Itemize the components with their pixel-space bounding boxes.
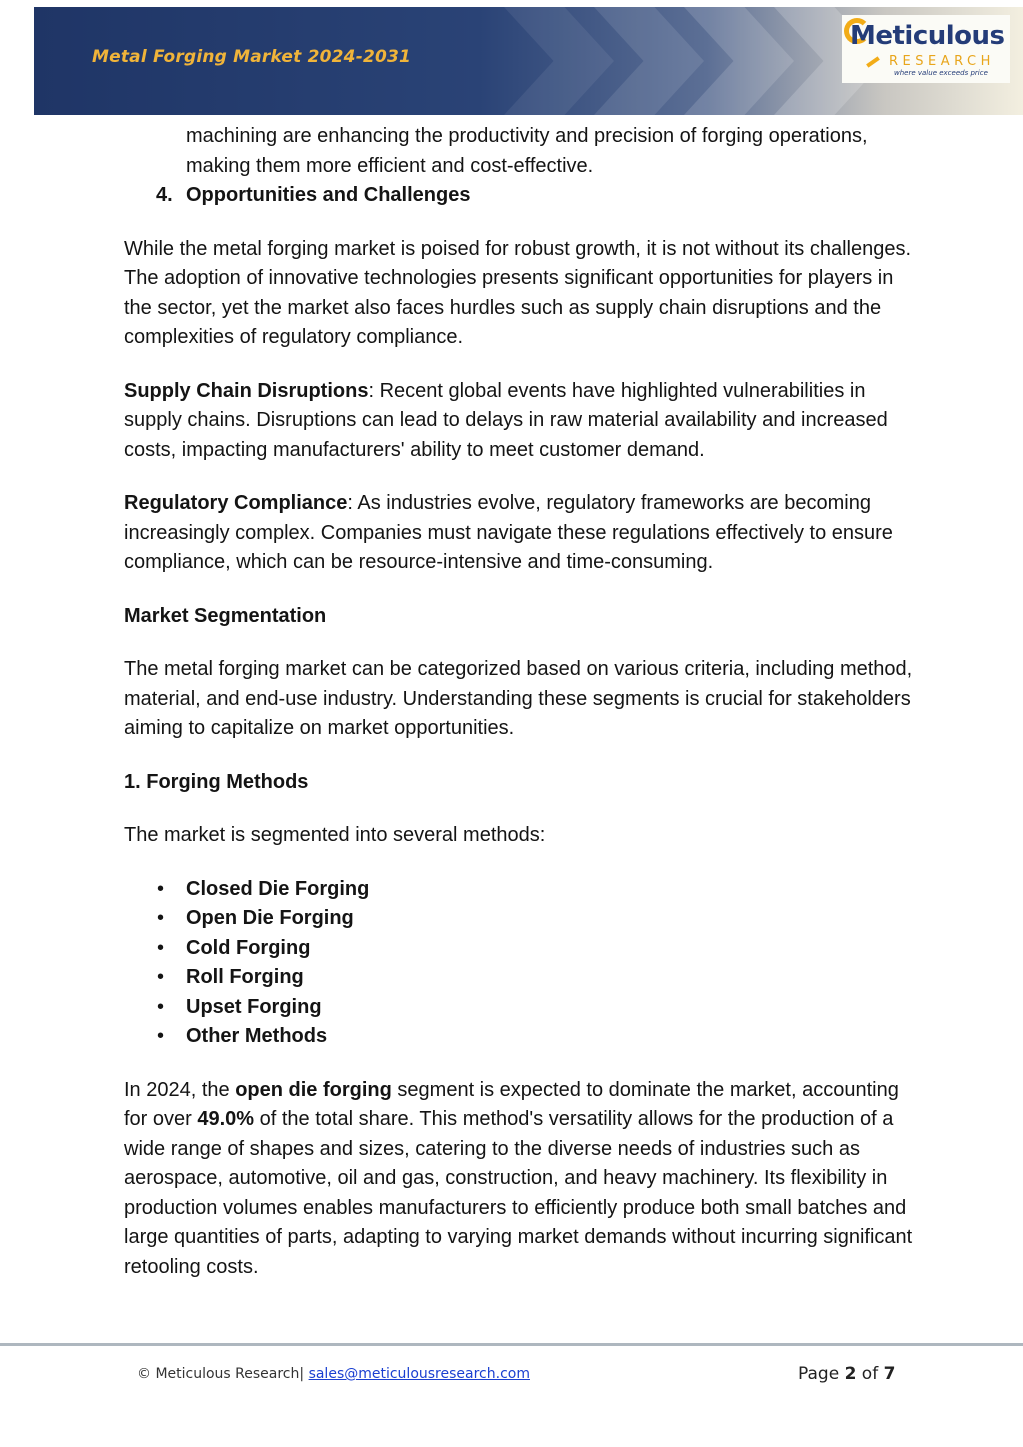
method-label: Other Methods xyxy=(186,1025,328,1047)
page-number xyxy=(798,1364,895,1384)
segmentation-heading: Market Segmentation xyxy=(124,604,327,627)
list-item xyxy=(124,934,914,964)
section-heading xyxy=(156,181,914,211)
list-item xyxy=(124,993,914,1023)
dominance-text-2: segment is expected to dominate the market, accounting for over xyxy=(124,1078,899,1130)
bullet-icon: • xyxy=(157,936,165,959)
methods-heading: 1. Forging Methods xyxy=(124,770,309,793)
methods-intro: The market is segmented into several methods: xyxy=(124,824,546,846)
copyright-text: © Meticulous Research| xyxy=(137,1366,309,1382)
method-label: Cold Forging xyxy=(186,936,311,959)
list-item xyxy=(124,875,914,905)
section-number: 4. xyxy=(156,184,173,206)
method-label: Upset Forging xyxy=(186,995,322,1018)
bullet-icon: • xyxy=(157,877,165,900)
section-title: Opportunities and Challenges xyxy=(186,184,471,206)
banner-chevron-decoration xyxy=(504,7,614,115)
logo-subtitle: RESEARCH xyxy=(889,54,995,69)
dominance-segment: open die forging xyxy=(235,1078,392,1101)
regulatory-text: : As industries evolve, regulatory frameworks are becoming increasingly complex. Companies must navigate these regulations effectively to ensure compliance, which can be resource-intensive and time-consuming. xyxy=(124,492,893,573)
bullet-icon: • xyxy=(157,966,165,988)
regulatory-paragraph xyxy=(124,489,914,578)
list-item xyxy=(124,963,914,993)
page-current: 2 xyxy=(844,1364,857,1384)
bullet-icon: • xyxy=(157,995,165,1018)
segmentation-paragraph: The metal forging market can be categorized based on various criteria, including method, material, and end-use industry. Understanding these segments is crucial for stakeholders aiming to capitalize on market opportunities. xyxy=(124,658,913,739)
challenges-paragraph: While the metal forging market is poised for robust growth, it is not without its challenges. The adoption of innovative technologies presents significant opportunities for players in the sector, yet the market also faces hurdles such as supply chain disruptions and the complexities of regulatory compliance. xyxy=(124,237,912,348)
dominance-paragraph xyxy=(124,1076,914,1283)
bullet-icon: • xyxy=(157,907,165,929)
method-label: Closed Die Forging xyxy=(186,877,370,900)
supply-chain-term: Supply Chain Disruptions xyxy=(124,379,369,402)
method-label: Roll Forging xyxy=(186,966,304,988)
page-total: 7 xyxy=(883,1364,896,1384)
page-word: Page xyxy=(798,1364,845,1384)
supply-chain-text: : Recent global events have highlighted vulnerabilities in supply chains. Disruptions can lead to delays in raw material availability and increased costs, impacting manufacturers' ability to meet customer demand. xyxy=(124,379,888,461)
bullet-icon: • xyxy=(157,1025,165,1047)
report-title: Metal Forging Market 2024-2031 xyxy=(92,47,412,67)
method-label: Open Die Forging xyxy=(186,907,354,929)
magnifier-handle-icon xyxy=(866,56,880,67)
company-logo xyxy=(842,15,1010,83)
list-item xyxy=(124,1022,914,1052)
supply-chain-paragraph xyxy=(124,377,914,466)
footer-copyright xyxy=(137,1366,530,1382)
dominance-text-1: In 2024, the xyxy=(124,1078,236,1101)
email-link[interactable]: sales@meticulousresearch.com xyxy=(308,1366,530,1382)
logo-tagline: where value exceeds price xyxy=(894,69,988,77)
list-item xyxy=(124,904,914,934)
methods-list xyxy=(124,875,914,1052)
regulatory-term: Regulatory Compliance xyxy=(124,492,348,514)
intro-continuation: machining are enhancing the productivity and precision of forging operations, making them more efficient and cost-effective. xyxy=(186,125,868,177)
page-of: of xyxy=(856,1364,884,1384)
dominance-share: 49.0% xyxy=(197,1108,255,1130)
logo-name: Meticulous xyxy=(850,21,1005,51)
dominance-text-3: of the total share. This method's versatility allows for the production of a wide range of shapes and sizes, catering to the diverse needs of industries such as aerospace, automotive, oil and gas, construction, and heavy machinery. Its flexibility in production volumes enables manufacturers to efficiently produce both small batches and large quantities of parts, adapting to varying market demands without incurring significant retooling costs. xyxy=(124,1108,913,1278)
document-body xyxy=(124,122,914,1282)
footer-divider xyxy=(0,1343,1023,1346)
